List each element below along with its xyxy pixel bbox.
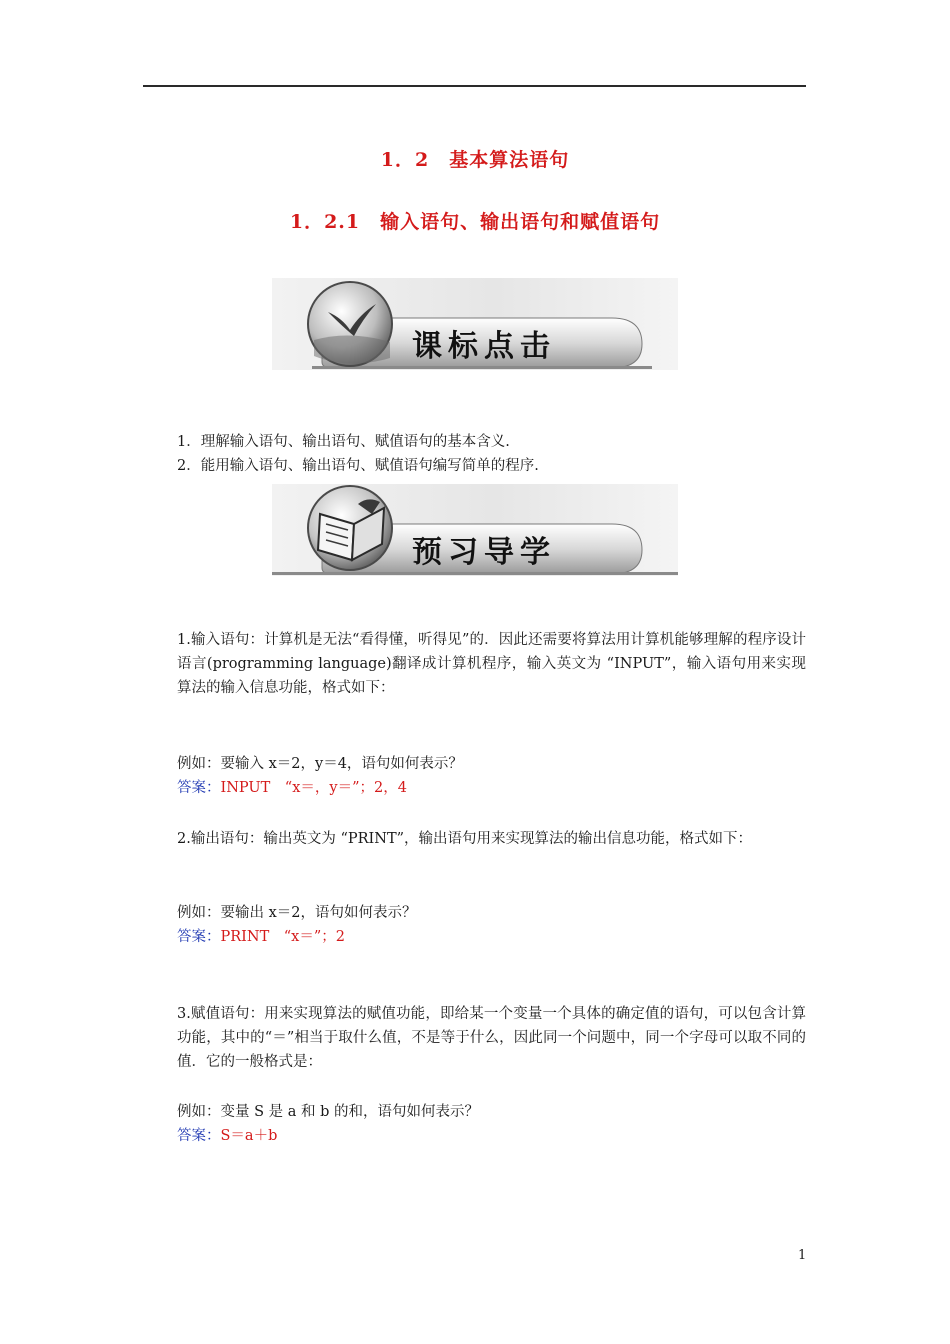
banner-yuxi	[272, 484, 678, 576]
assign-statement-text: 3.赋值语句：用来实现算法的赋值功能，即给某一个变量一个具体的确定值的语句，可以包含计算功能，其中的“＝”相当于取什么值，不是等于什么，因此同一个问题中，同一个字母可以取不同的值．它的一般格式是：	[177, 1006, 806, 1070]
header-rule	[143, 85, 806, 87]
output-example: 例如：要输出 x＝2，语句如何表示？	[177, 905, 417, 921]
banner-kebiao-graphic	[272, 278, 678, 370]
banner-yuxi-text: 预习导学	[412, 535, 556, 570]
assign-answer-label: 答案：	[177, 1128, 221, 1144]
assign-answer-value: S＝a＋b	[220, 1128, 278, 1144]
page-number: 1	[798, 1248, 807, 1263]
input-statement-paragraph	[143, 628, 806, 700]
input-answer-label: 答案：	[177, 780, 221, 796]
output-answer-value: PRINT “x＝”；2	[220, 929, 345, 945]
assign-answer	[143, 1126, 840, 1146]
banner-kebiao-text: 课标点击	[412, 329, 556, 364]
output-answer	[143, 927, 840, 947]
section-title: 1．2 基本算法语句	[380, 149, 570, 171]
banner-kebiao	[272, 278, 678, 370]
input-answer	[143, 778, 840, 798]
output-statement-paragraph	[143, 827, 806, 851]
input-answer-value: INPUT “x＝，y＝”；2，4	[220, 780, 407, 796]
banner-yuxi-graphic	[272, 484, 678, 576]
assign-example: 例如：变量 S 是 a 和 b 的和，语句如何表示？	[177, 1104, 480, 1120]
goal-item-2: 2．能用输入语句、输出语句、赋值语句编写简单的程序.	[177, 458, 539, 474]
input-example: 例如：要输入 x＝2，y＝4，语句如何表示？	[177, 756, 463, 772]
assign-statement-paragraph	[143, 1002, 806, 1074]
subsection-title: 1．2.1 输入语句、输出语句和赋值语句	[289, 211, 661, 233]
goal-item-1: 1．理解输入语句、输出语句、赋值语句的基本含义.	[177, 434, 510, 450]
input-statement-text: 1.输入语句：计算机是无法“看得懂，听得见”的．因此还需要将算法用计算机能够理解的程序设计语言(programming language)翻译成计算机程序，输入英文为 “INPUT”，输入语句用来实现算法的输入信息功能，格式如下：	[177, 632, 806, 696]
output-answer-label: 答案：	[177, 929, 221, 945]
output-statement-text: 2.输出语句：输出英文为 “PRINT”，输出语句用来实现算法的输出信息功能，格式如下：	[177, 831, 753, 847]
